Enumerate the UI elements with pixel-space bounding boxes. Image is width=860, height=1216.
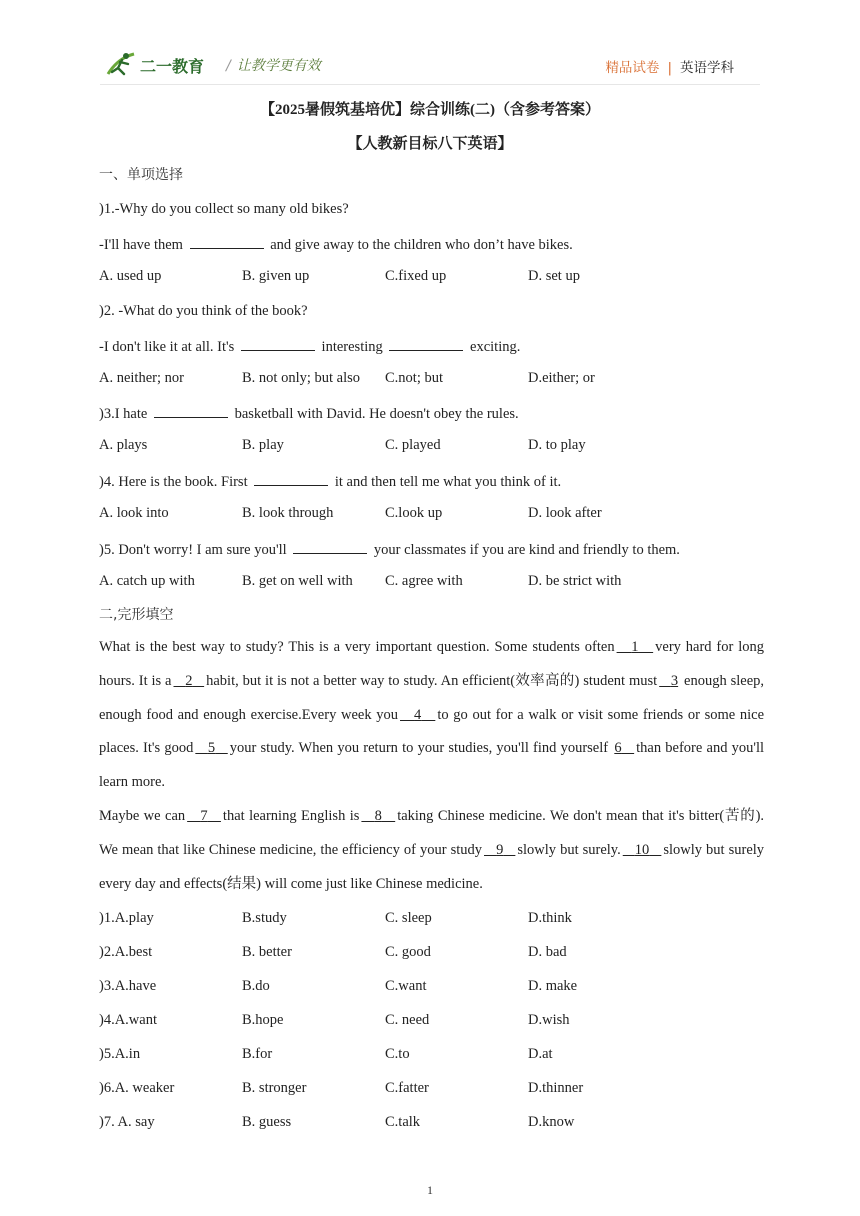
option[interactable]: B. get on well with <box>242 573 353 589</box>
cloze-gap[interactable]: 4 <box>414 706 422 723</box>
answer-blank[interactable] <box>190 234 264 249</box>
option[interactable]: C.fixed up <box>385 268 447 284</box>
header-divider <box>100 84 760 85</box>
answer-blank[interactable] <box>389 336 463 351</box>
option[interactable]: D. look after <box>528 505 602 521</box>
option[interactable]: A. catch up with <box>99 573 195 589</box>
cloze-paragraph-1: What is the best way to study? This is a very important question. Some students often 1 very hard for long hours. It is a 2 habit, but it is not a better way to study. An efficient(效率高的) student must 3 enough sleep, enough food and enough exercise.Every week you 4 to go out for a walk or visit some friends or some nice places. It's good 5 your study. When you return to your studies, you'll find yourself 6 than before and you'll learn more. <box>99 639 765 791</box>
option[interactable]: )5.A.in <box>99 1046 141 1062</box>
section1-heading: 一、单项选择 <box>99 167 183 183</box>
cloze-gap[interactable]: 8 <box>374 808 382 824</box>
option[interactable]: D.think <box>528 910 572 926</box>
option[interactable]: B.for <box>242 1046 273 1062</box>
option[interactable]: B. look through <box>242 505 334 521</box>
option[interactable]: B.do <box>242 978 270 994</box>
option[interactable]: C. agree with <box>385 573 463 589</box>
option[interactable]: B. play <box>242 437 284 453</box>
option[interactable]: )6.A. weaker <box>99 1080 175 1096</box>
cloze-gap[interactable]: 5 <box>207 740 216 757</box>
option[interactable]: B.study <box>242 910 287 926</box>
q1-stem2: -I'll have them and give away to the children who don’t have bikes. <box>99 234 573 254</box>
option[interactable]: C. played <box>385 437 441 453</box>
section2-heading: 二,完形填空 <box>99 607 174 623</box>
answer-blank[interactable] <box>254 471 328 486</box>
option[interactable]: D.know <box>528 1114 575 1130</box>
option[interactable]: A. neither; nor <box>99 370 184 386</box>
cloze-gap[interactable]: 2 <box>185 672 193 689</box>
q4-stem: )4. Here is the book. First it and then tell me what you think of it. <box>99 471 561 491</box>
option[interactable]: )7. A. say <box>99 1114 155 1130</box>
option[interactable]: )4.A.want <box>99 1012 157 1028</box>
option[interactable]: D.either; or <box>528 370 595 386</box>
option[interactable]: C.want <box>385 978 427 994</box>
cloze-gap[interactable]: 3 <box>670 672 679 689</box>
q1-stem: )1.-Why do you collect so many old bikes? <box>99 201 349 217</box>
logo-text: 二一教育 <box>140 57 205 76</box>
option[interactable]: )3.A.have <box>99 978 157 994</box>
option[interactable]: D. be strict with <box>528 573 622 589</box>
q5-stem: )5. Don't worry! I am sure you'll your classmates if you are kind and friendly to them. <box>99 539 680 559</box>
option[interactable]: D. bad <box>528 944 567 960</box>
page-number: 1 <box>427 1183 433 1197</box>
answer-blank[interactable] <box>293 539 367 554</box>
header-right: 精品试卷 | 英语学科 <box>605 60 734 76</box>
option[interactable]: C.look up <box>385 505 443 521</box>
q2-stem2: -I don't like it at all. It's interesting exciting. <box>99 336 520 356</box>
option[interactable]: B. better <box>242 944 292 960</box>
option[interactable]: D. to play <box>528 437 586 453</box>
page-subtitle: 【人教新目标八下英语】 <box>347 136 513 152</box>
option[interactable]: C.to <box>385 1046 410 1062</box>
page-header <box>0 0 860 90</box>
option[interactable]: D.thinner <box>528 1080 584 1096</box>
option[interactable]: )2.A.best <box>99 944 153 960</box>
logo-icon <box>104 48 214 80</box>
option[interactable]: D.at <box>528 1046 553 1062</box>
header-slogan: / 让教学更有效 <box>226 58 321 74</box>
option[interactable]: D. set up <box>528 268 580 284</box>
option[interactable]: C. good <box>385 944 431 960</box>
cloze-gap[interactable]: 9 <box>496 841 504 858</box>
q3-stem: )3.I hate basketball with David. He doesn't obey the rules. <box>99 403 519 423</box>
option[interactable]: D. make <box>528 978 578 994</box>
option[interactable]: )1.A.play <box>99 910 154 926</box>
option[interactable]: A. used up <box>99 268 162 284</box>
option[interactable]: C.fatter <box>385 1080 429 1096</box>
option[interactable]: A. plays <box>99 437 148 453</box>
option[interactable]: C. sleep <box>385 910 432 926</box>
answer-blank[interactable] <box>241 336 315 351</box>
option[interactable]: B. stronger <box>242 1080 307 1096</box>
option[interactable]: B. given up <box>242 268 310 284</box>
option[interactable]: C.not; but <box>385 370 444 386</box>
q2-stem: )2. -What do you think of the book? <box>99 303 308 319</box>
option[interactable]: B. not only; but also <box>242 370 361 386</box>
cloze-gap[interactable]: 1 <box>631 639 639 655</box>
cloze-paragraph-2: Maybe we can 7 that learning English is 8 taking Chinese medicine. We don't mean that it's bitter(苦的). We mean that like Chinese medicine, the efficiency of your study 9 slowly but surely. 10 slowly but surely every day and effects(结果) will come just like Chinese medicine. <box>99 808 765 892</box>
page-title: 【2025暑假筑基培优】综合训练(二)（含参考答案） <box>260 102 600 118</box>
option[interactable]: B. guess <box>242 1114 292 1130</box>
header-badge: 精品试卷 <box>605 60 660 76</box>
header-subject: 英语学科 <box>680 60 734 76</box>
option[interactable]: B.hope <box>242 1012 284 1028</box>
cloze-gap[interactable]: 7 <box>200 808 208 824</box>
option[interactable]: C. need <box>385 1012 430 1028</box>
option[interactable]: D.wish <box>528 1012 570 1028</box>
option[interactable]: A. look into <box>99 505 169 521</box>
option[interactable]: C.talk <box>385 1114 421 1130</box>
answer-blank[interactable] <box>154 403 228 418</box>
cloze-gap[interactable]: 6 <box>614 740 622 757</box>
cloze-gap[interactable]: 10 <box>634 841 650 858</box>
